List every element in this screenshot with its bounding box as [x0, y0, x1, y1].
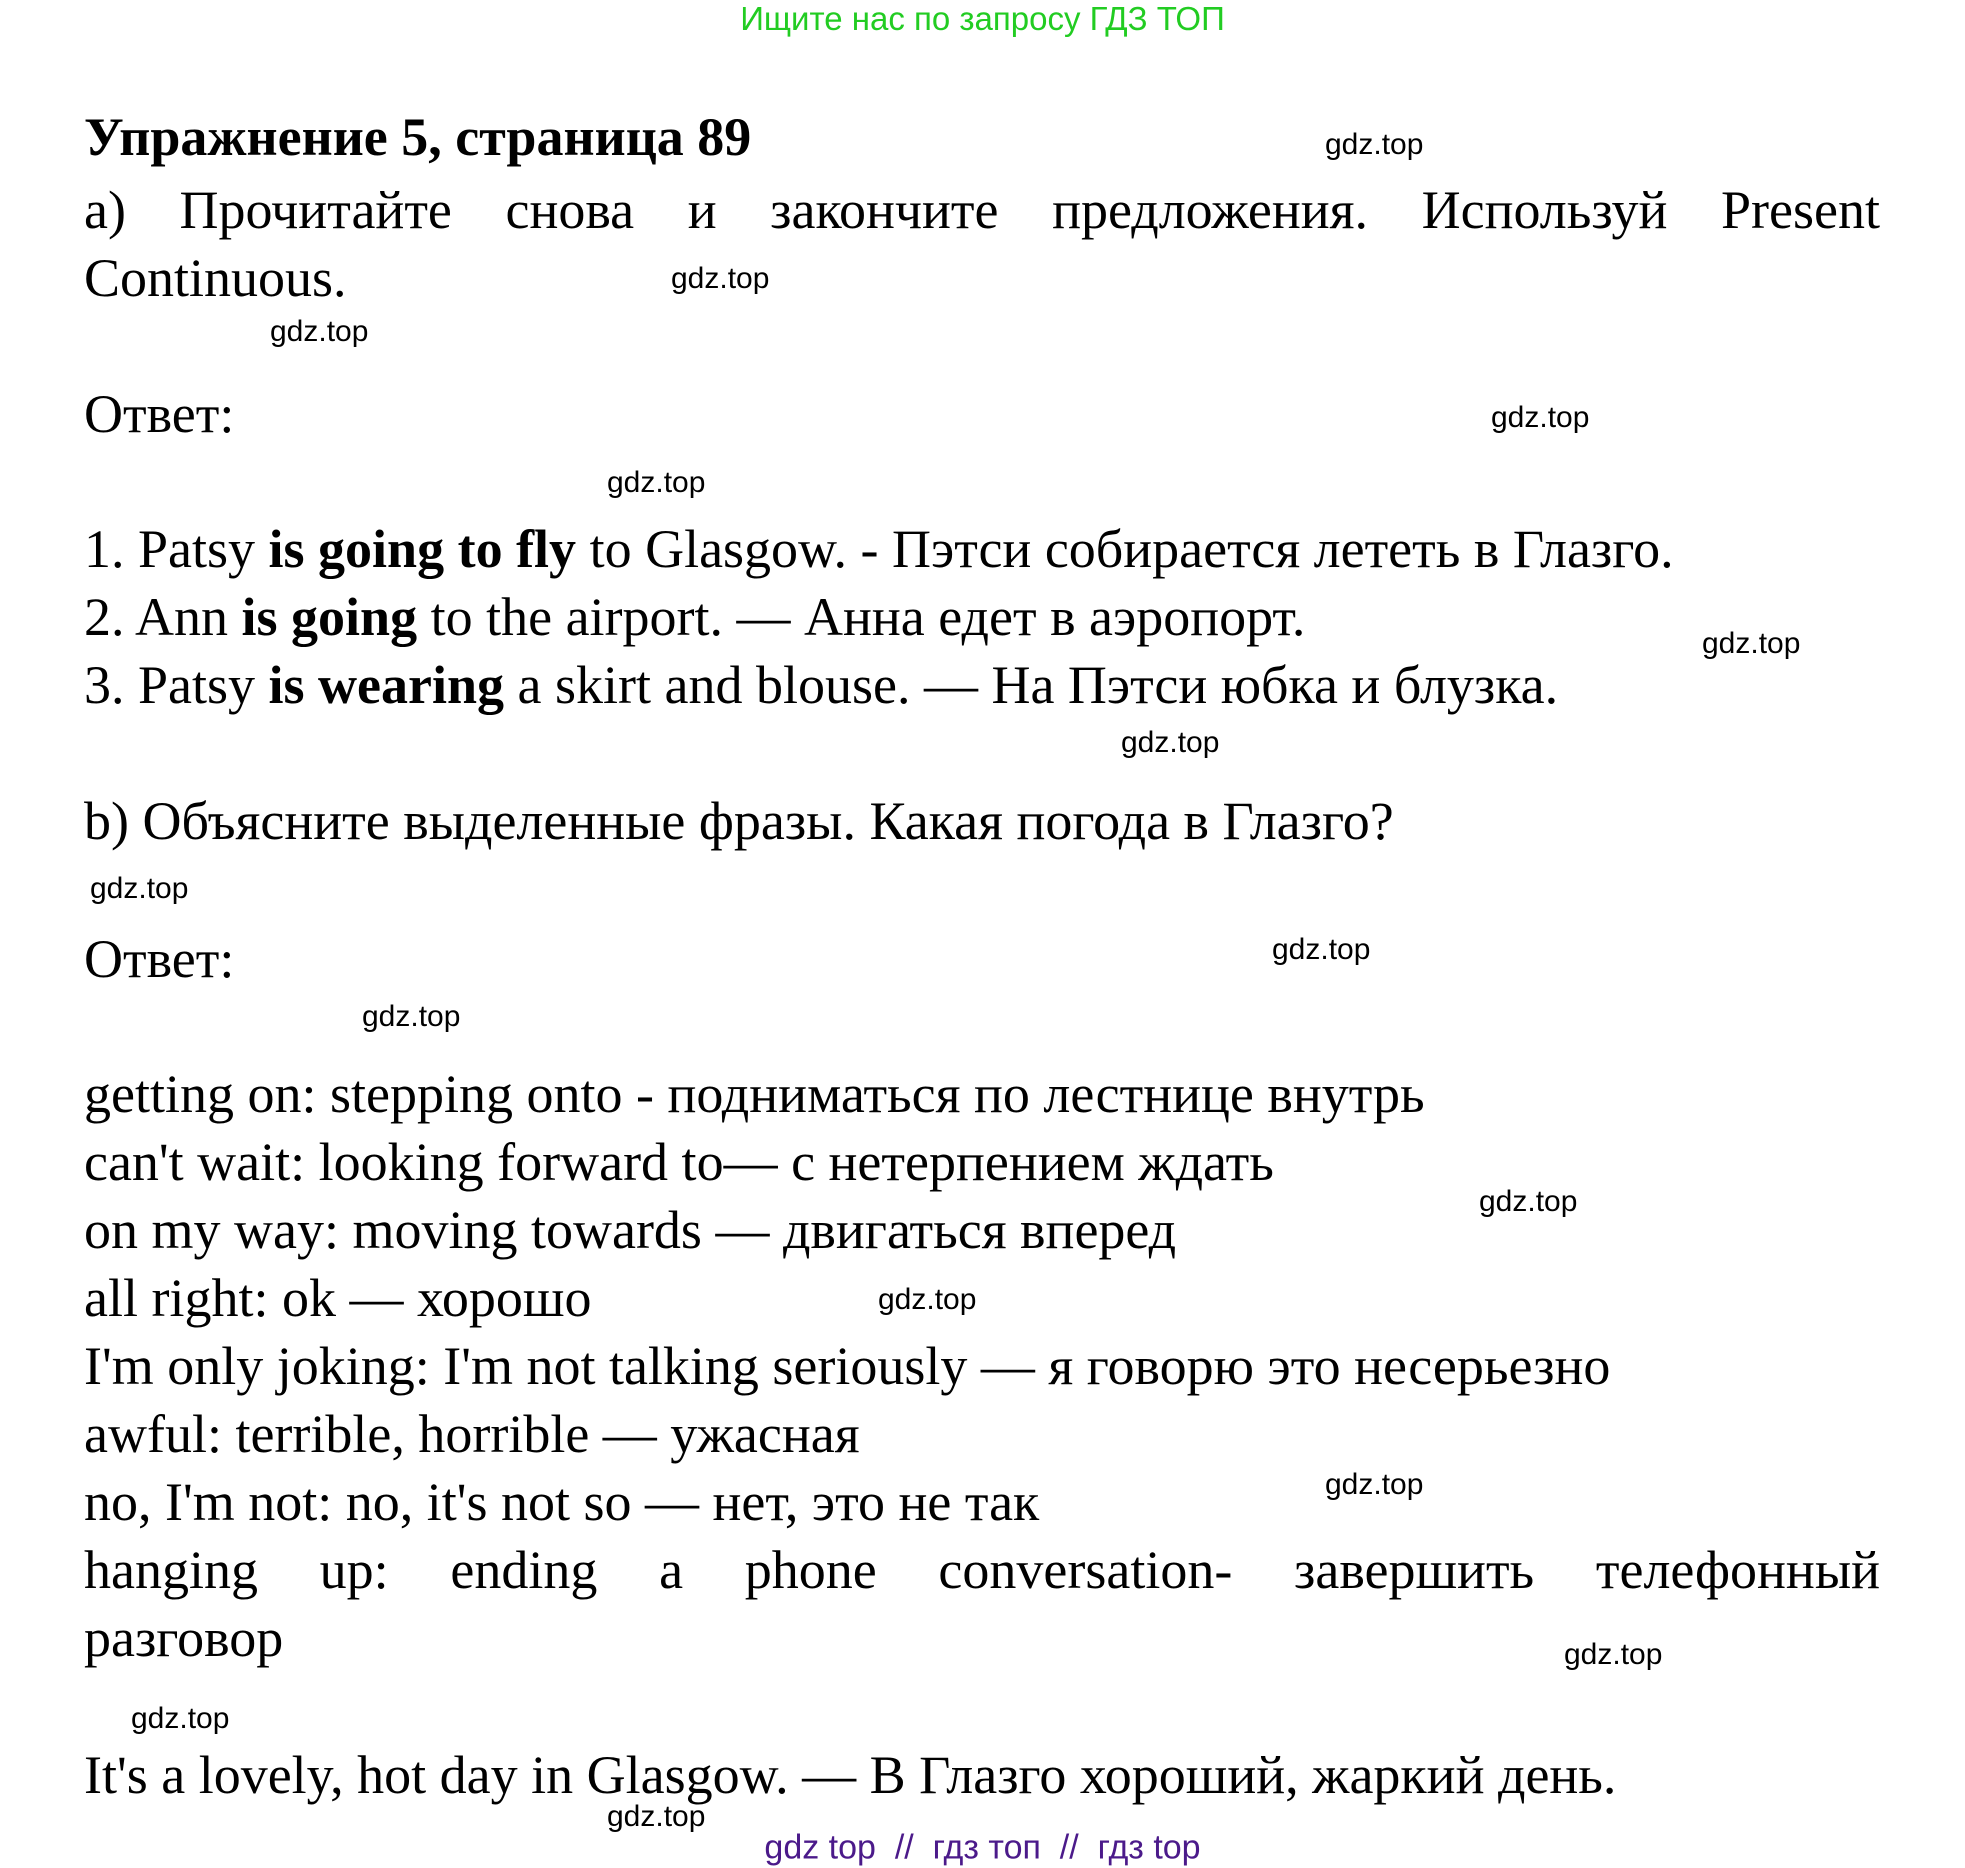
watermark: gdz.top [878, 1283, 977, 1316]
task-a-line2: Continuous. [84, 248, 347, 308]
answer-text: to Glasgow. - Пэтси собирается лететь в Глазго. [576, 519, 1674, 579]
answer-number: 1. Patsy [84, 519, 269, 579]
page-title: Упражнение 5, страница 89 [84, 107, 752, 167]
answer-text: a skirt and blouse. — На Пэтси юбка и блузка. [504, 655, 1559, 715]
phrase-line: all right: ok — хорошо [84, 1268, 592, 1328]
watermark: gdz.top [1479, 1185, 1578, 1218]
watermark: gdz.top [362, 1000, 461, 1033]
answer-item-3 [84, 651, 1558, 719]
watermark: gdz.top [1564, 1638, 1663, 1671]
task-b: b) Объясните выделенные фразы. Какая погода в Глазго? [84, 791, 1394, 851]
watermark: gdz.top [270, 315, 369, 348]
phrase-line: awful: terrible, horrible — ужасная [84, 1404, 860, 1464]
answer-item-2 [84, 583, 1305, 651]
answer-highlight: is going to fly [268, 519, 577, 579]
answer-number: 2. Ann [84, 587, 242, 647]
answer-label-a: Ответ: [84, 384, 235, 444]
watermark: gdz.top [1121, 726, 1220, 759]
phrase-line: no, I'm not: no, it's not so — нет, это не так [84, 1472, 1040, 1532]
watermark: gdz.top [131, 1702, 230, 1735]
weather-answer: It's a lovely, hot day in Glasgow. — В Глазго хороший, жаркий день. [84, 1745, 1617, 1805]
answer-number: 3. Patsy [84, 655, 269, 715]
search-banner: Ищите нас по запросу ГДЗ ТОП [740, 0, 1225, 37]
watermark: gdz.top [1491, 401, 1590, 434]
watermark: gdz.top [607, 1800, 706, 1833]
answer-label-b: Ответ: [84, 929, 235, 989]
answer-highlight: is wearing [268, 655, 505, 715]
phrase-line: I'm only joking: I'm not talking seriously — я говорю это несерьезно [84, 1336, 1611, 1396]
task-a-line1: a) Прочитайте снова и закончите предложения. Используй Present [84, 180, 1880, 240]
watermark: gdz.top [1272, 933, 1371, 966]
phrase-line: can't wait: looking forward to— с нетерпением ждать [84, 1132, 1274, 1192]
watermark: gdz.top [1325, 1468, 1424, 1501]
phrase-line: on my way: moving towards — двигаться вперед [84, 1200, 1177, 1260]
phrase-line: hanging up: ending a phone conversation- завершить телефонный [84, 1540, 1880, 1600]
watermark: gdz.top [1325, 128, 1424, 161]
watermark: gdz.top [1702, 627, 1801, 660]
watermark: gdz.top [607, 466, 706, 499]
answer-item-1 [84, 515, 1674, 583]
watermark: gdz.top [90, 872, 189, 905]
phrase-line: getting on: stepping onto - подниматься по лестнице внутрь [84, 1064, 1425, 1124]
answer-text: to the airport. — Анна едет в аэропорт. [417, 587, 1306, 647]
answer-highlight: is going [241, 587, 418, 647]
phrase-line: разговор [84, 1608, 284, 1668]
footer-links: gdz top // гдз топ // гдз top [764, 1828, 1201, 1867]
watermark: gdz.top [671, 262, 770, 295]
